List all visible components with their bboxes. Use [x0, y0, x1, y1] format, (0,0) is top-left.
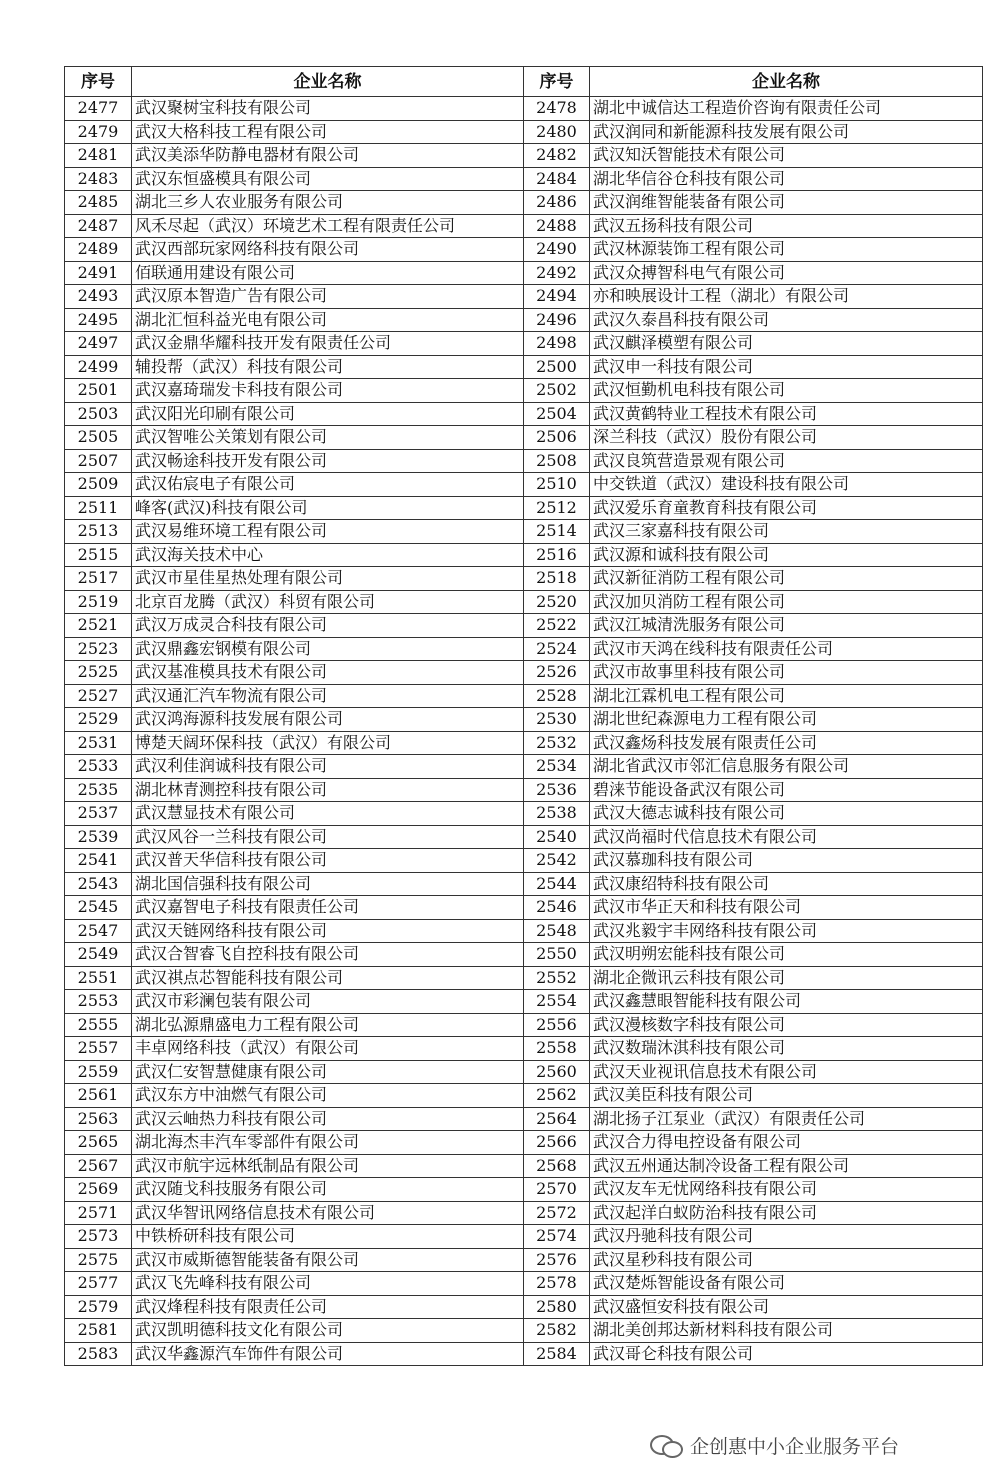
table-row: [65, 1225, 983, 1249]
table-row: [65, 355, 983, 379]
seq-left-cell: 2493: [65, 285, 132, 309]
company-list-table: [64, 66, 983, 1366]
seq-right-cell: 2542: [524, 849, 590, 873]
seq-right-cell: 2534: [524, 755, 590, 779]
seq-left-cell: 2479: [65, 120, 132, 144]
seq-left-cell: 2565: [65, 1131, 132, 1155]
header-name-left: 企业名称: [132, 67, 524, 97]
company-name-right-cell: 碧涞节能设备武汉有限公司: [590, 778, 983, 802]
table-row: [65, 590, 983, 614]
company-name-left-cell: 武汉佑宸电子有限公司: [132, 473, 524, 497]
company-name-right-cell: 武汉合力得电控设备有限公司: [590, 1131, 983, 1155]
seq-right-cell: 2506: [524, 426, 590, 450]
company-name-right-cell: 武汉三家嘉科技有限公司: [590, 520, 983, 544]
company-name-right-cell: 武汉漫核数字科技有限公司: [590, 1013, 983, 1037]
company-name-right-cell: 武汉星秒科技有限公司: [590, 1248, 983, 1272]
table-row: [65, 97, 983, 121]
seq-right-cell: 2480: [524, 120, 590, 144]
footer-text: 企创惠中小企业服务平台: [690, 1435, 900, 1458]
company-name-right-cell: 湖北企微讯云科技有限公司: [590, 966, 983, 990]
seq-left-cell: 2559: [65, 1060, 132, 1084]
company-name-left-cell: 武汉阳光印刷有限公司: [132, 402, 524, 426]
company-name-right-cell: 湖北扬子江泵业（武汉）有限责任公司: [590, 1107, 983, 1131]
company-name-left-cell: 辅投帮（武汉）科技有限公司: [132, 355, 524, 379]
company-name-right-cell: 武汉爱乐育童教育科技有限公司: [590, 496, 983, 520]
company-name-right-cell: 武汉良筑营造景观有限公司: [590, 449, 983, 473]
seq-right-cell: 2528: [524, 684, 590, 708]
table-row: [65, 1084, 983, 1108]
company-name-right-cell: 武汉数瑞沐淇科技有限公司: [590, 1037, 983, 1061]
company-name-left-cell: 北京百龙腾（武汉）科贸有限公司: [132, 590, 524, 614]
seq-left-cell: 2483: [65, 167, 132, 191]
seq-right-cell: 2510: [524, 473, 590, 497]
seq-left-cell: 2527: [65, 684, 132, 708]
seq-left-cell: 2551: [65, 966, 132, 990]
table-row: [65, 1342, 983, 1366]
seq-left-cell: 2519: [65, 590, 132, 614]
table-row: [65, 1060, 983, 1084]
seq-left-cell: 2537: [65, 802, 132, 826]
seq-right-cell: 2482: [524, 144, 590, 168]
table-row: [65, 708, 983, 732]
company-name-right-cell: 湖北华信谷仓科技有限公司: [590, 167, 983, 191]
company-name-left-cell: 风禾尽起（武汉）环境艺术工程有限责任公司: [132, 214, 524, 238]
company-name-right-cell: 湖北世纪森源电力工程有限公司: [590, 708, 983, 732]
company-name-left-cell: 武汉祺点芯智能科技有限公司: [132, 966, 524, 990]
table-row: [65, 543, 983, 567]
company-name-left-cell: 峰客(武汉)科技有限公司: [132, 496, 524, 520]
company-name-left-cell: 武汉东方中油燃气有限公司: [132, 1084, 524, 1108]
seq-left-cell: 2571: [65, 1201, 132, 1225]
company-name-left-cell: 武汉万成灵合科技有限公司: [132, 614, 524, 638]
company-name-right-cell: 深兰科技（武汉）股份有限公司: [590, 426, 983, 450]
seq-left-cell: 2513: [65, 520, 132, 544]
company-name-right-cell: 武汉黄鹤特业工程技术有限公司: [590, 402, 983, 426]
company-name-right-cell: 湖北中诚信达工程造价咨询有限责任公司: [590, 97, 983, 121]
table-row: [65, 637, 983, 661]
seq-right-cell: 2554: [524, 990, 590, 1014]
company-name-left-cell: 武汉市航宇远林纸制品有限公司: [132, 1154, 524, 1178]
seq-left-cell: 2523: [65, 637, 132, 661]
table-row: [65, 449, 983, 473]
table-row: [65, 144, 983, 168]
table-row: [65, 402, 983, 426]
company-name-left-cell: 丰卓网络科技（武汉）有限公司: [132, 1037, 524, 1061]
seq-right-cell: 2566: [524, 1131, 590, 1155]
seq-right-cell: 2494: [524, 285, 590, 309]
table-row: [65, 1178, 983, 1202]
company-name-left-cell: 武汉海关技术中心: [132, 543, 524, 567]
table-row: [65, 825, 983, 849]
company-name-left-cell: 武汉烽程科技有限责任公司: [132, 1295, 524, 1319]
seq-left-cell: 2547: [65, 919, 132, 943]
table-row: [65, 1013, 983, 1037]
seq-left-cell: 2499: [65, 355, 132, 379]
table-row: [65, 1248, 983, 1272]
company-name-left-cell: 武汉普天华信科技有限公司: [132, 849, 524, 873]
seq-left-cell: 2495: [65, 308, 132, 332]
company-name-right-cell: 武汉天业视讯信息技术有限公司: [590, 1060, 983, 1084]
table-row: [65, 990, 983, 1014]
seq-right-cell: 2498: [524, 332, 590, 356]
company-name-left-cell: 武汉天链网络科技有限公司: [132, 919, 524, 943]
seq-left-cell: 2517: [65, 567, 132, 591]
table-row: [65, 496, 983, 520]
seq-right-cell: 2520: [524, 590, 590, 614]
company-name-left-cell: 武汉合智睿飞自控科技有限公司: [132, 943, 524, 967]
table-row: [65, 1154, 983, 1178]
table-row: [65, 426, 983, 450]
table-row: [65, 1319, 983, 1343]
seq-left-cell: 2543: [65, 872, 132, 896]
company-name-right-cell: 武汉麒泽模塑有限公司: [590, 332, 983, 356]
company-name-left-cell: 湖北三乡人农业服务有限公司: [132, 191, 524, 215]
seq-right-cell: 2552: [524, 966, 590, 990]
seq-left-cell: 2583: [65, 1342, 132, 1366]
seq-left-cell: 2507: [65, 449, 132, 473]
seq-right-cell: 2536: [524, 778, 590, 802]
company-name-left-cell: 武汉飞先峰科技有限公司: [132, 1272, 524, 1296]
company-name-right-cell: 湖北省武汉市邻汇信息服务有限公司: [590, 755, 983, 779]
company-name-left-cell: 武汉华智讯网络信息技术有限公司: [132, 1201, 524, 1225]
seq-left-cell: 2509: [65, 473, 132, 497]
company-name-left-cell: 武汉市威斯德智能装备有限公司: [132, 1248, 524, 1272]
table-row: [65, 661, 983, 685]
seq-right-cell: 2548: [524, 919, 590, 943]
seq-right-cell: 2556: [524, 1013, 590, 1037]
company-name-right-cell: 武汉众搏智科电气有限公司: [590, 261, 983, 285]
table-row: [65, 120, 983, 144]
company-name-left-cell: 武汉美添华防静电器材有限公司: [132, 144, 524, 168]
table-row: [65, 261, 983, 285]
seq-right-cell: 2540: [524, 825, 590, 849]
company-name-right-cell: 武汉市故事里科技有限公司: [590, 661, 983, 685]
table-row: [65, 1201, 983, 1225]
footer-watermark: [650, 1433, 899, 1457]
company-name-right-cell: 武汉明朔宏能科技有限公司: [590, 943, 983, 967]
seq-left-cell: 2497: [65, 332, 132, 356]
company-name-left-cell: 武汉风谷一兰科技有限公司: [132, 825, 524, 849]
company-name-right-cell: 武汉市天鸿在线科技有限责任公司: [590, 637, 983, 661]
header-name-right: 企业名称: [590, 67, 983, 97]
seq-right-cell: 2524: [524, 637, 590, 661]
seq-right-cell: 2546: [524, 896, 590, 920]
seq-right-cell: 2562: [524, 1084, 590, 1108]
table-row: [65, 684, 983, 708]
seq-right-cell: 2578: [524, 1272, 590, 1296]
seq-right-cell: 2576: [524, 1248, 590, 1272]
company-name-left-cell: 武汉嘉智电子科技有限责任公司: [132, 896, 524, 920]
table-row: [65, 567, 983, 591]
company-name-left-cell: 武汉大格科技工程有限公司: [132, 120, 524, 144]
company-name-right-cell: 武汉五扬科技有限公司: [590, 214, 983, 238]
company-name-left-cell: 湖北林青测控科技有限公司: [132, 778, 524, 802]
seq-right-cell: 2496: [524, 308, 590, 332]
company-name-right-cell: 武汉兆毅宇丰网络科技有限公司: [590, 919, 983, 943]
seq-left-cell: 2569: [65, 1178, 132, 1202]
company-name-left-cell: 武汉市彩澜包装有限公司: [132, 990, 524, 1014]
company-name-right-cell: 武汉市华正天和科技有限公司: [590, 896, 983, 920]
company-name-right-cell: 武汉盛恒安科技有限公司: [590, 1295, 983, 1319]
seq-left-cell: 2557: [65, 1037, 132, 1061]
seq-left-cell: 2481: [65, 144, 132, 168]
company-name-left-cell: 武汉随戈科技服务有限公司: [132, 1178, 524, 1202]
table-row: [65, 755, 983, 779]
seq-left-cell: 2511: [65, 496, 132, 520]
table-row: [65, 238, 983, 262]
company-name-right-cell: 武汉润同和新能源科技发展有限公司: [590, 120, 983, 144]
seq-right-cell: 2582: [524, 1319, 590, 1343]
seq-left-cell: 2541: [65, 849, 132, 873]
company-name-left-cell: 武汉西部玩家网络科技有限公司: [132, 238, 524, 262]
seq-left-cell: 2581: [65, 1319, 132, 1343]
company-name-left-cell: 武汉嘉琦瑞发卡科技有限公司: [132, 379, 524, 403]
company-name-left-cell: 湖北国信强科技有限公司: [132, 872, 524, 896]
seq-right-cell: 2584: [524, 1342, 590, 1366]
seq-right-cell: 2532: [524, 731, 590, 755]
seq-left-cell: 2491: [65, 261, 132, 285]
company-name-left-cell: 武汉云岫热力科技有限公司: [132, 1107, 524, 1131]
company-name-left-cell: 武汉鼎鑫宏钢模有限公司: [132, 637, 524, 661]
seq-left-cell: 2477: [65, 97, 132, 121]
seq-left-cell: 2579: [65, 1295, 132, 1319]
table-row: [65, 919, 983, 943]
seq-left-cell: 2505: [65, 426, 132, 450]
seq-left-cell: 2529: [65, 708, 132, 732]
seq-right-cell: 2490: [524, 238, 590, 262]
table-row: [65, 966, 983, 990]
company-name-left-cell: 武汉金鼎华耀科技开发有限责任公司: [132, 332, 524, 356]
table-row: [65, 731, 983, 755]
table-row: [65, 191, 983, 215]
seq-left-cell: 2535: [65, 778, 132, 802]
company-name-left-cell: 武汉东恒盛模具有限公司: [132, 167, 524, 191]
seq-right-cell: 2560: [524, 1060, 590, 1084]
company-name-right-cell: 武汉哥仑科技有限公司: [590, 1342, 983, 1366]
company-name-right-cell: 武汉美臣科技有限公司: [590, 1084, 983, 1108]
table-header-row: [65, 67, 983, 97]
company-name-left-cell: 中铁桥研科技有限公司: [132, 1225, 524, 1249]
seq-right-cell: 2558: [524, 1037, 590, 1061]
company-name-left-cell: 武汉仁安智慧健康有限公司: [132, 1060, 524, 1084]
company-name-left-cell: 武汉慧显技术有限公司: [132, 802, 524, 826]
seq-left-cell: 2487: [65, 214, 132, 238]
table-row: [65, 167, 983, 191]
table-row: [65, 520, 983, 544]
seq-right-cell: 2492: [524, 261, 590, 285]
seq-right-cell: 2486: [524, 191, 590, 215]
seq-right-cell: 2500: [524, 355, 590, 379]
company-name-right-cell: 武汉大德志诚科技有限公司: [590, 802, 983, 826]
company-name-left-cell: 湖北汇恒科益光电有限公司: [132, 308, 524, 332]
table-row: [65, 614, 983, 638]
seq-left-cell: 2567: [65, 1154, 132, 1178]
wechat-icon: [650, 1433, 684, 1457]
table-row: [65, 285, 983, 309]
seq-left-cell: 2577: [65, 1272, 132, 1296]
seq-right-cell: 2504: [524, 402, 590, 426]
seq-left-cell: 2525: [65, 661, 132, 685]
seq-right-cell: 2488: [524, 214, 590, 238]
seq-right-cell: 2574: [524, 1225, 590, 1249]
company-name-right-cell: 武汉江城清洗服务有限公司: [590, 614, 983, 638]
seq-right-cell: 2508: [524, 449, 590, 473]
company-name-left-cell: 武汉易维环境工程有限公司: [132, 520, 524, 544]
company-name-left-cell: 武汉华鑫源汽车饰件有限公司: [132, 1342, 524, 1366]
seq-right-cell: 2544: [524, 872, 590, 896]
seq-left-cell: 2515: [65, 543, 132, 567]
company-name-right-cell: 武汉久泰昌科技有限公司: [590, 308, 983, 332]
seq-right-cell: 2478: [524, 97, 590, 121]
table-row: [65, 1131, 983, 1155]
company-name-right-cell: 武汉申一科技有限公司: [590, 355, 983, 379]
seq-left-cell: 2533: [65, 755, 132, 779]
seq-left-cell: 2503: [65, 402, 132, 426]
company-name-left-cell: 武汉聚树宝科技有限公司: [132, 97, 524, 121]
company-name-left-cell: 博楚天阔环保科技（武汉）有限公司: [132, 731, 524, 755]
seq-left-cell: 2485: [65, 191, 132, 215]
company-name-right-cell: 武汉源和诚科技有限公司: [590, 543, 983, 567]
seq-right-cell: 2522: [524, 614, 590, 638]
company-name-right-cell: 武汉新征消防工程有限公司: [590, 567, 983, 591]
seq-left-cell: 2575: [65, 1248, 132, 1272]
table-row: [65, 1272, 983, 1296]
table-row: [65, 379, 983, 403]
company-name-left-cell: 武汉通汇汽车物流有限公司: [132, 684, 524, 708]
seq-right-cell: 2550: [524, 943, 590, 967]
company-name-right-cell: 武汉起洋白蚁防治科技有限公司: [590, 1201, 983, 1225]
table-row: [65, 1037, 983, 1061]
company-name-left-cell: 武汉智唯公关策划有限公司: [132, 426, 524, 450]
company-name-left-cell: 湖北弘源鼎盛电力工程有限公司: [132, 1013, 524, 1037]
company-name-right-cell: 武汉润维智能装备有限公司: [590, 191, 983, 215]
seq-right-cell: 2570: [524, 1178, 590, 1202]
seq-left-cell: 2489: [65, 238, 132, 262]
seq-right-cell: 2518: [524, 567, 590, 591]
company-name-right-cell: 亦和映展设计工程（湖北）有限公司: [590, 285, 983, 309]
company-name-left-cell: 武汉畅途科技开发有限公司: [132, 449, 524, 473]
seq-left-cell: 2563: [65, 1107, 132, 1131]
table-row: [65, 1295, 983, 1319]
table-row: [65, 802, 983, 826]
company-name-right-cell: 湖北美创邦达新材料科技有限公司: [590, 1319, 983, 1343]
company-name-right-cell: 武汉尚福时代信息技术有限公司: [590, 825, 983, 849]
company-name-right-cell: 武汉友车无忧网络科技有限公司: [590, 1178, 983, 1202]
company-name-left-cell: 武汉原本智造广告有限公司: [132, 285, 524, 309]
seq-right-cell: 2580: [524, 1295, 590, 1319]
company-name-right-cell: 武汉加贝消防工程有限公司: [590, 590, 983, 614]
company-name-right-cell: 武汉鑫炀科技发展有限责任公司: [590, 731, 983, 755]
seq-left-cell: 2501: [65, 379, 132, 403]
table-row: [65, 214, 983, 238]
company-name-right-cell: 武汉恒勤机电科技有限公司: [590, 379, 983, 403]
seq-left-cell: 2539: [65, 825, 132, 849]
company-name-left-cell: 武汉凯明德科技文化有限公司: [132, 1319, 524, 1343]
table-row: [65, 872, 983, 896]
company-name-left-cell: 武汉鸿海源科技发展有限公司: [132, 708, 524, 732]
header-seq-right: 序号: [524, 67, 590, 97]
seq-left-cell: 2555: [65, 1013, 132, 1037]
company-name-right-cell: 武汉林源装饰工程有限公司: [590, 238, 983, 262]
seq-right-cell: 2568: [524, 1154, 590, 1178]
company-name-right-cell: 武汉五州通达制冷设备工程有限公司: [590, 1154, 983, 1178]
seq-left-cell: 2573: [65, 1225, 132, 1249]
seq-right-cell: 2564: [524, 1107, 590, 1131]
seq-left-cell: 2549: [65, 943, 132, 967]
seq-right-cell: 2514: [524, 520, 590, 544]
company-name-left-cell: 湖北海杰丰汽车零部件有限公司: [132, 1131, 524, 1155]
seq-left-cell: 2531: [65, 731, 132, 755]
seq-left-cell: 2553: [65, 990, 132, 1014]
company-name-right-cell: 武汉知沃智能技术有限公司: [590, 144, 983, 168]
table-row: [65, 896, 983, 920]
company-name-right-cell: 武汉楚烁智能设备有限公司: [590, 1272, 983, 1296]
company-name-right-cell: 湖北江霖机电工程有限公司: [590, 684, 983, 708]
company-name-right-cell: 武汉慕珈科技有限公司: [590, 849, 983, 873]
table-row: [65, 473, 983, 497]
seq-right-cell: 2512: [524, 496, 590, 520]
seq-right-cell: 2484: [524, 167, 590, 191]
company-name-right-cell: 武汉丹驰科技有限公司: [590, 1225, 983, 1249]
seq-left-cell: 2521: [65, 614, 132, 638]
seq-right-cell: 2538: [524, 802, 590, 826]
table-row: [65, 1107, 983, 1131]
company-name-left-cell: 佰联通用建设有限公司: [132, 261, 524, 285]
table-row: [65, 308, 983, 332]
table-row: [65, 778, 983, 802]
table-row: [65, 332, 983, 356]
table-row: [65, 849, 983, 873]
company-name-left-cell: 武汉基准模具技术有限公司: [132, 661, 524, 685]
seq-right-cell: 2526: [524, 661, 590, 685]
header-seq-left: 序号: [65, 67, 132, 97]
seq-left-cell: 2545: [65, 896, 132, 920]
seq-right-cell: 2530: [524, 708, 590, 732]
company-name-left-cell: 武汉利佳润诚科技有限公司: [132, 755, 524, 779]
seq-right-cell: 2572: [524, 1201, 590, 1225]
company-name-right-cell: 武汉鑫慧眼智能科技有限公司: [590, 990, 983, 1014]
company-name-right-cell: 中交铁道（武汉）建设科技有限公司: [590, 473, 983, 497]
company-name-left-cell: 武汉市星佳星热处理有限公司: [132, 567, 524, 591]
seq-right-cell: 2516: [524, 543, 590, 567]
company-name-right-cell: 武汉康绍特科技有限公司: [590, 872, 983, 896]
seq-left-cell: 2561: [65, 1084, 132, 1108]
seq-right-cell: 2502: [524, 379, 590, 403]
table-row: [65, 943, 983, 967]
